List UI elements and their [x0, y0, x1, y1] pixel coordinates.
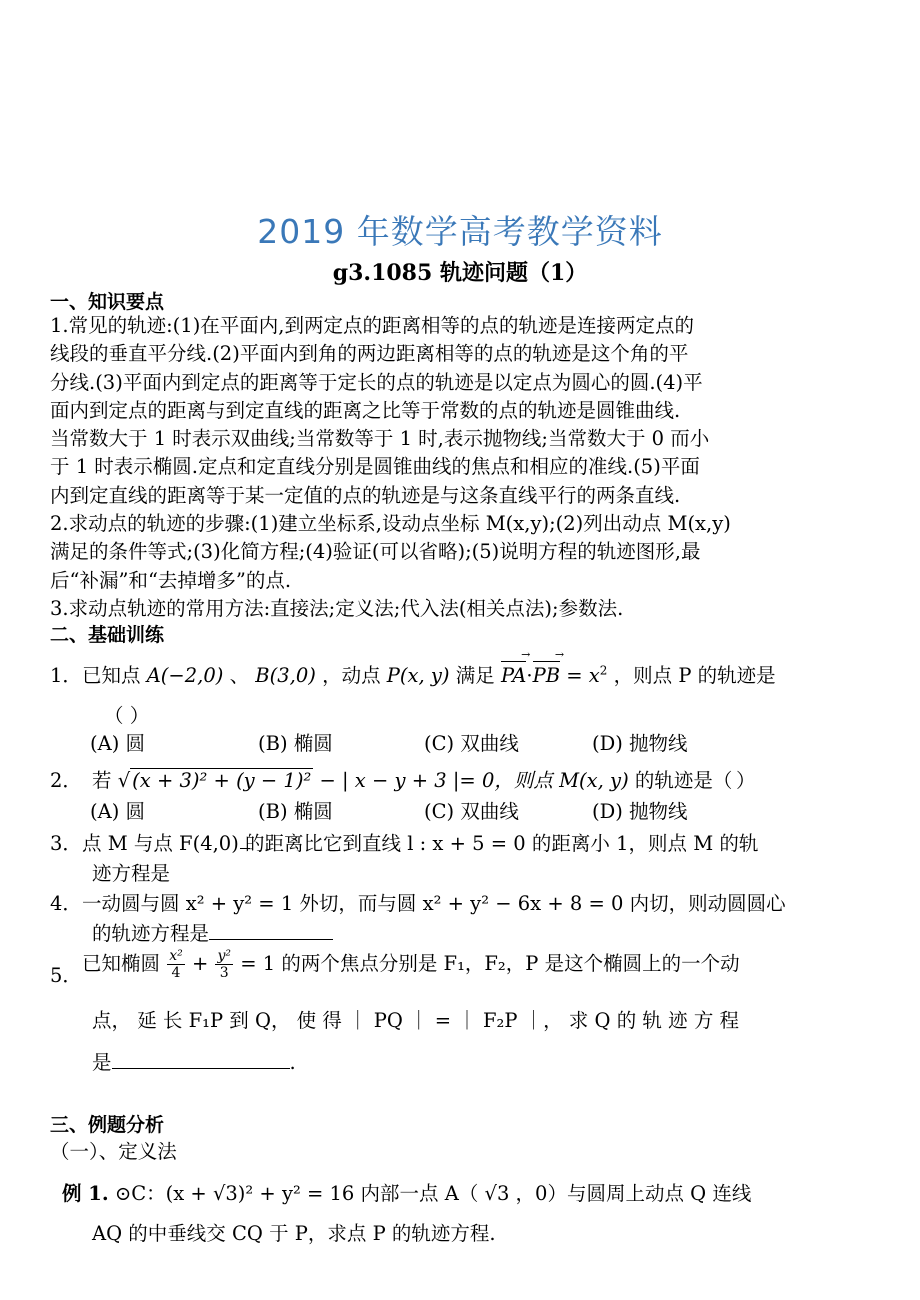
question-number: 4． — [50, 892, 82, 915]
text-line: 分线.(3)平面内到定点的距离等于定长的点的轨迹是以定点为圆心的圆.(4)平 — [50, 370, 703, 394]
answer-blank — [209, 921, 333, 940]
question-1: 已知点 A(−2,0) 、 B(3,0) ，动点 P(x, y) 满足 PA →·PB → = $x^2$ ，则点 P 的轨迹是 — [82, 660, 776, 688]
q1-text: ，则点 P 的轨迹是 — [613, 664, 776, 687]
question-3-line2: 迹方程是 — [92, 862, 171, 885]
q1-text: ，动点 — [322, 664, 381, 687]
knowledge-paragraph — [50, 312, 870, 623]
text-line: 线段的垂直平分线.(2)平面内到角的两边距离相等的点的轨迹是这个角的平 — [50, 342, 689, 366]
fraction: $\frac{\text{x²}}{4}$ — [169, 948, 183, 981]
answer-blank — [112, 1050, 290, 1069]
text-line: 当常数大于 1 时表示双曲线;当常数等于 1 时,表示抛物线;当常数大于 0 而小 — [50, 427, 710, 451]
text-line: 于 1 时表示椭圆.定点和定直线分别是圆锥曲线的焦点和相应的准线.(5)平面 — [50, 455, 700, 479]
text-line: 2.求动点的轨迹的步骤:(1)建立坐标系,设动点坐标 M(x,y);(2)列出动点 M(x,y) — [50, 512, 731, 536]
example-label: 例 1. — [62, 1182, 109, 1205]
point-m: M(x, y) — [559, 769, 629, 792]
q1-text: 满足 — [455, 664, 495, 687]
answer-blank: （ ） — [104, 704, 150, 727]
option-a: (A) 圆 — [90, 732, 145, 755]
question-5-line3: 是 . — [92, 1051, 296, 1074]
point-b: B(3,0) — [255, 664, 316, 687]
question-3-line1: 点 M 与点 F(4,0) 的距离比它到直线 l : x + 5 = 0 的距离小 1，则点 M 的轨 — [82, 832, 759, 855]
question-4-line1: 一动圆与圆 x² + y² = 1 外切，而与圆 x² + y² − 6x + 8 = 0 内切，则动圆圆心 — [82, 892, 786, 915]
option-c: (C) 双曲线 — [424, 732, 519, 755]
answer-blank — [240, 848, 250, 849]
section-heading-knowledge: 一、知识要点 — [50, 291, 165, 313]
q2-text: 若 — [92, 769, 112, 792]
question-5-line2: 点， 延 长 F₁P 到 Q， 使 得 ｜ PQ ｜ = ｜ F₂P ｜， 求 Q 的 轨 迹 方 程 — [92, 1009, 740, 1032]
q2-text: − | x − y + 3 |= 0，则点 — [319, 769, 553, 792]
question-number: 3． — [50, 832, 82, 855]
q1-expression: = x — [566, 664, 600, 687]
question-number: 1． — [50, 664, 82, 687]
subsection-heading: （一）、定义法 — [50, 1140, 177, 1163]
option-c: (C) 双曲线 — [424, 800, 519, 823]
point-p: P(x, y) — [386, 664, 450, 687]
vector-pa: PA → — [501, 664, 526, 687]
question-5-line1: 已知椭圆 $\frac{\text{x²}}{4}$ + $\frac{\text{y²}}{3}$ = 1 的两个焦点分别是 F₁，F₂，P 是这个椭圆上的一个动 — [82, 948, 740, 981]
point-a: A(−2,0) — [146, 664, 224, 687]
option-a: (A) 圆 — [90, 800, 145, 823]
doc-title: g3.1085 轨迹问题（1） — [332, 260, 588, 286]
question-2 — [92, 765, 732, 793]
option-b: (B) 椭圆 — [258, 732, 333, 755]
example-1-line2: AQ 的中垂线交 CQ 于 P，求点 P 的轨迹方程. — [92, 1222, 496, 1245]
banner-title: 2019 年数学高考教学资料 — [257, 212, 663, 251]
q2-text: 的轨迹是（ — [634, 769, 733, 792]
close-paren: ） — [736, 769, 756, 792]
option-d: (D) 抛物线 — [592, 800, 688, 823]
option-b: (B) 椭圆 — [258, 800, 333, 823]
radicand: (x + 3)² + (y − 1)² — [132, 769, 312, 792]
text-line: 3.求动点轨迹的常用方法:直接法;定义法;代入法(相关点法);参数法. — [50, 596, 624, 620]
question-number: 2． — [50, 769, 82, 792]
text-line: 面内到定点的距离与到定直线的距离之比等于常数的点的轨迹是圆锥曲线. — [50, 398, 681, 422]
section-heading-examples: 三、例题分析 — [50, 1114, 165, 1136]
section-heading-training: 二、基础训练 — [50, 624, 165, 646]
vector-pb: PB → — [533, 664, 560, 687]
question-number: 5． — [50, 964, 82, 987]
q1-text: 已知点 — [82, 664, 141, 687]
example-1-line1: 例 1. ⊙C：(x + √3)² + y² = 16 内部一点 A（ √3 ，0）与圆周上动点 Q 连线 — [62, 1182, 752, 1205]
sqrt-sign: √ — [117, 769, 131, 792]
text-line: 内到定直线的距离等于某一定值的点的轨迹是与这条直线平行的两条直线. — [50, 483, 681, 507]
separator: 、 — [229, 664, 250, 687]
text-line: 满足的条件等式;(3)化简方程;(4)验证(可以省略);(5)说明方程的轨迹图形,最 — [50, 540, 701, 564]
question-4-line2: 的轨迹方程是 — [92, 918, 333, 946]
option-d: (D) 抛物线 — [592, 732, 688, 755]
text-line: 1.常见的轨迹:(1)在平面内,到两定点的距离相等的点的轨迹是连接两定点的 — [50, 314, 694, 337]
text-line: 后“补漏”和“去掉增多”的点. — [50, 568, 292, 592]
fraction: $\frac{\text{y²}}{3}$ — [217, 948, 232, 981]
